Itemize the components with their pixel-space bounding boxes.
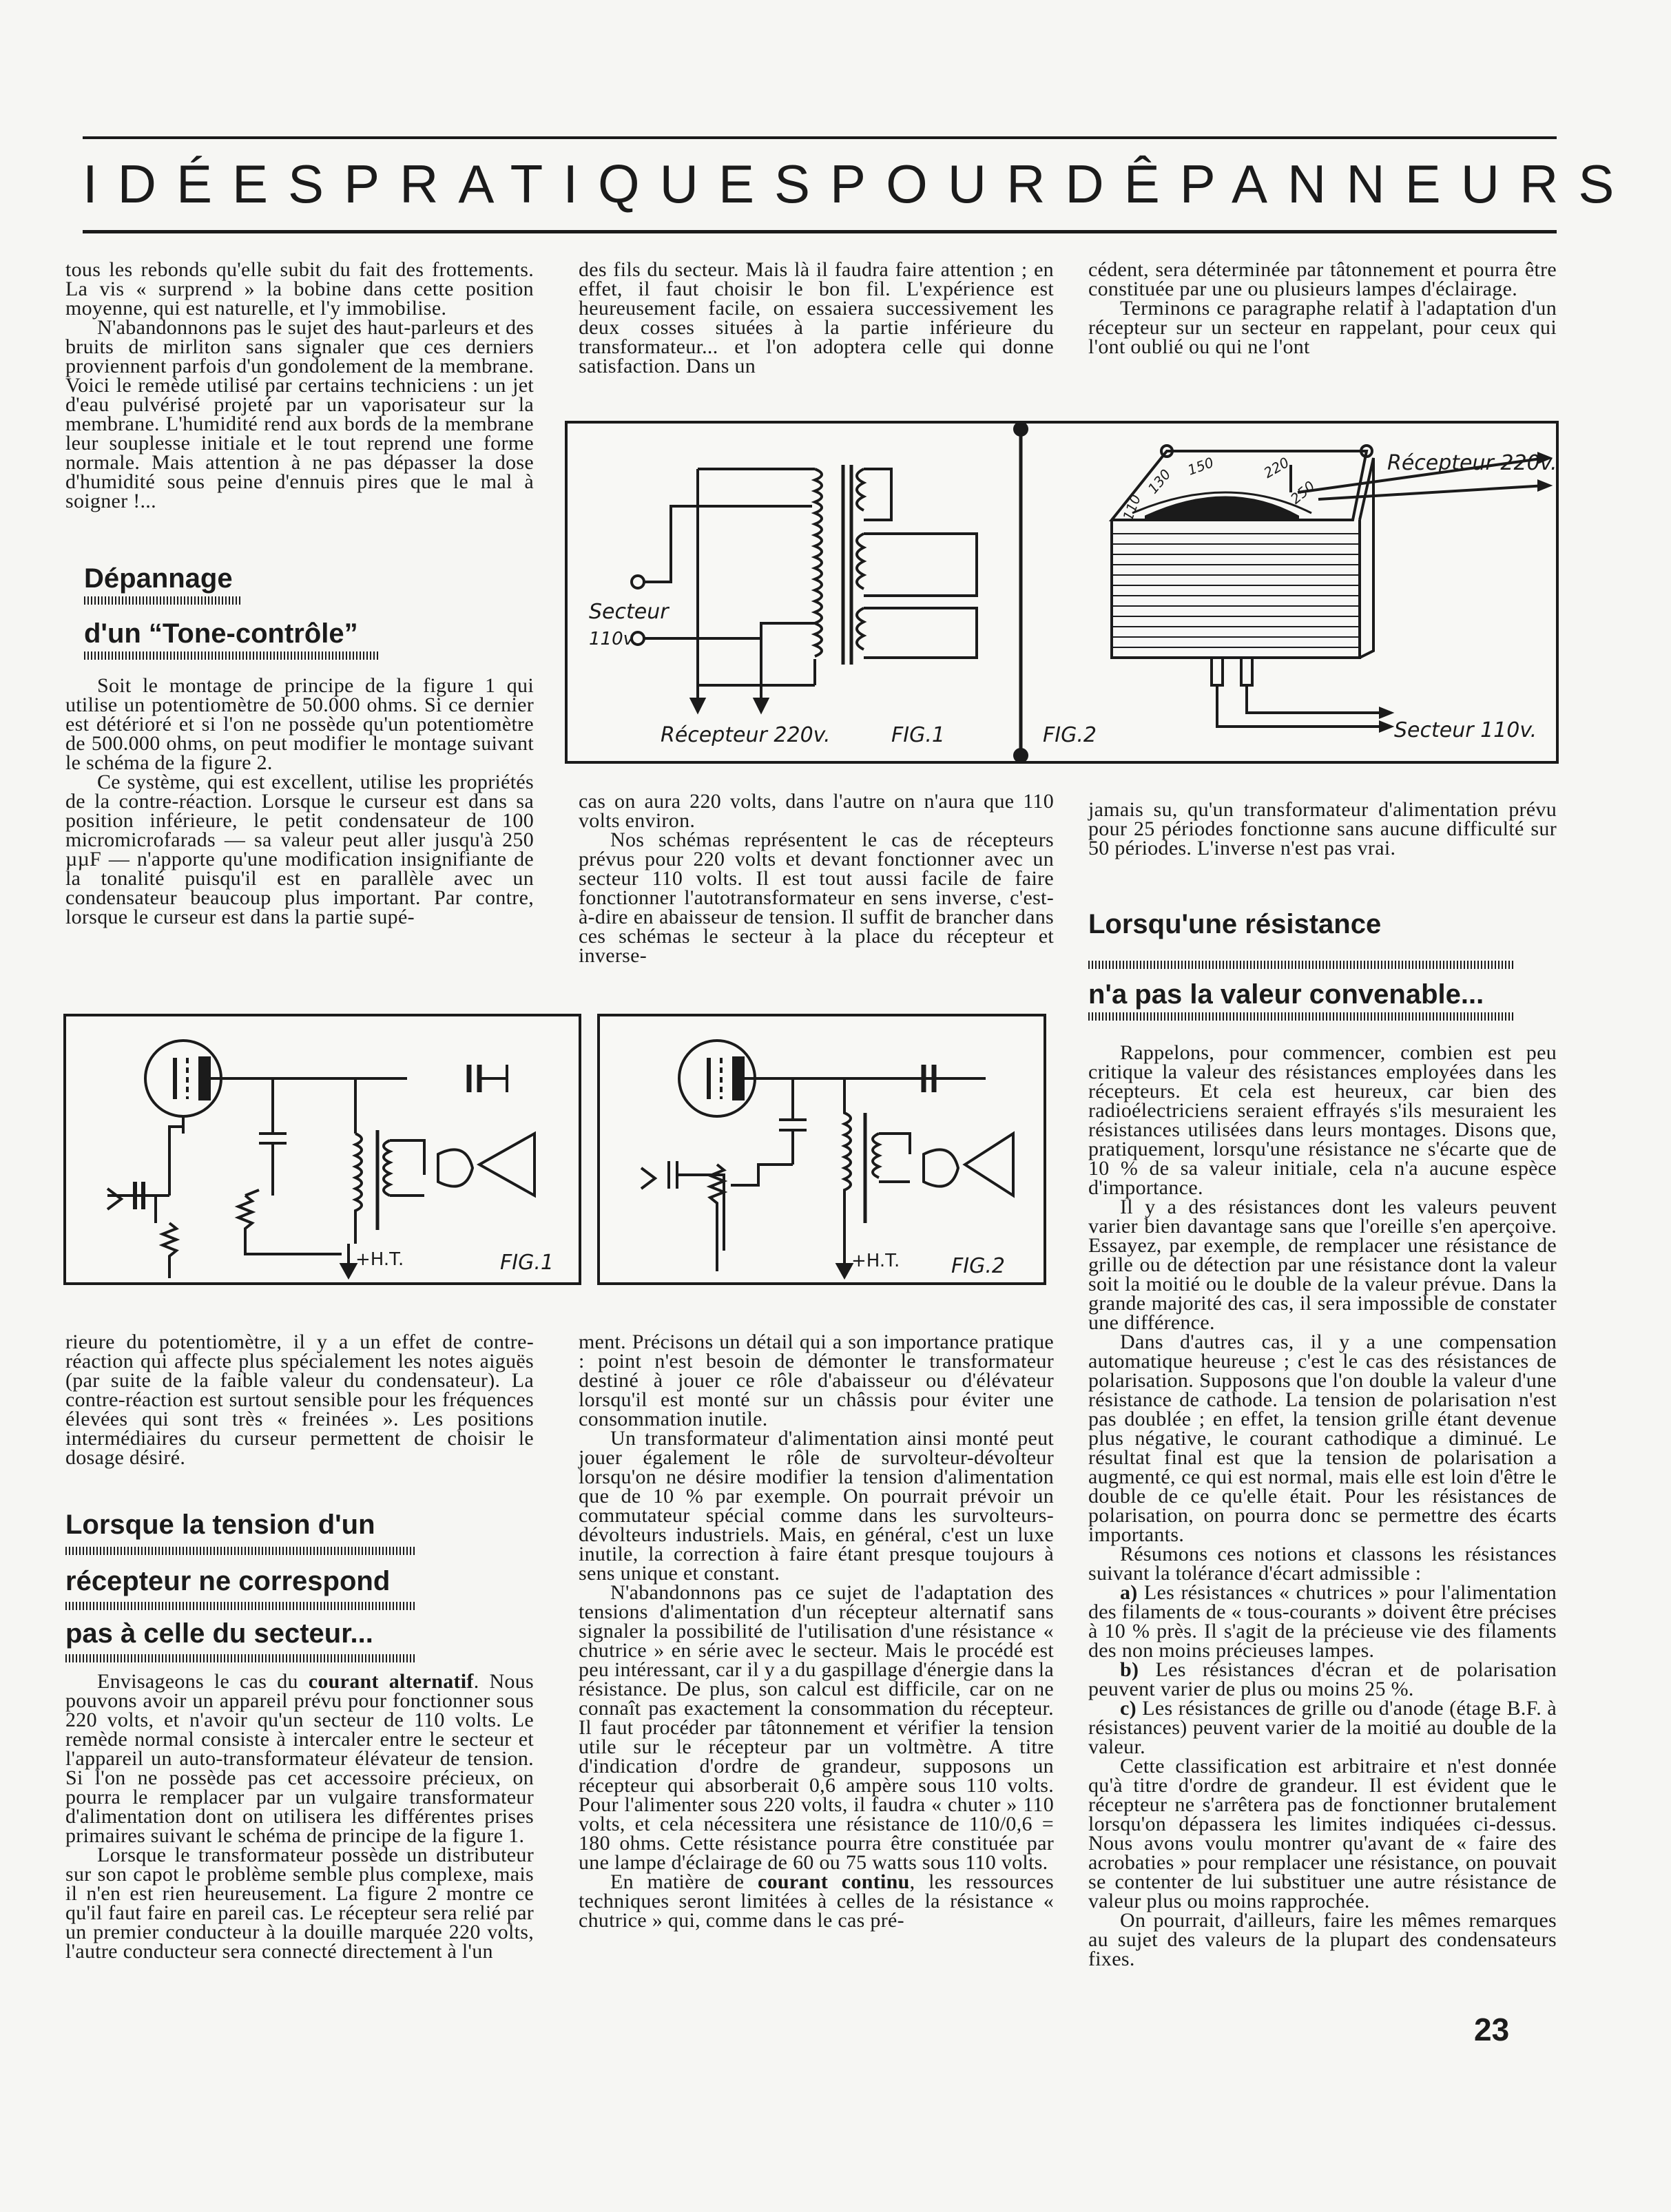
dial-value: 220 xyxy=(1260,454,1292,481)
paragraph: des fils du secteur. Mais là il faudra faire attention ; en effet, il faut choisir le bon fil. L'expérience est heureusement facile, on essaiera successivement les deux cosses situées à la partie inférieure du transformateur... et l'on adoptera celle qui donne satisfaction. Dans un xyxy=(579,258,1054,377)
divider-dot xyxy=(1015,749,1027,761)
dial-value: 110 xyxy=(1119,492,1144,523)
left-column-tone xyxy=(65,676,534,927)
paragraph: Terminons ce paragraphe relatif à l'adaptation d'un récepteur sur un secteur en rappelant, pour ceux qui l'ont oublié ou qui ne l'ont xyxy=(1088,297,1557,358)
left-column-top xyxy=(65,260,534,511)
tone-fig2-caption: FIG.2 xyxy=(951,1254,1005,1278)
paragraph: Un transformateur d'alimentation ainsi monté peut jouer également le rôle de survolteur-dévolteur lorsqu'on ne désire modifier la tension d'alimentation que de 10 % par exemple. On pourrait prévoir un commutateur spécial comme dans les survolteurs-dévolteurs industriels. Mais, en général, c'est un luxe inutile, la correction à faire étant presque toujours à sens unique et constant. xyxy=(579,1427,1054,1585)
list-marker: b) xyxy=(1120,1658,1139,1681)
divider-dot xyxy=(1015,424,1027,435)
fig1-secteur-label: Secteur xyxy=(589,600,669,624)
page-title xyxy=(83,153,1634,216)
right-column-mid xyxy=(1088,800,1557,858)
heading-hatch xyxy=(1088,961,1515,969)
fig1-schematic xyxy=(632,465,977,711)
text: Envisageons le cas du xyxy=(97,1670,309,1693)
middle-column-bottom xyxy=(579,1333,1054,1930)
tone-fig2-schematic xyxy=(600,1016,1044,1282)
paragraph: Résumons ces notions et classons les résistances suivant la tolérance d'écart admissible : xyxy=(1088,1543,1557,1585)
right-column-resistance xyxy=(1088,1043,1557,1969)
paragraph: Lorsque le transformateur possède un distributeur sur son capot le problème semble plus complexe, mais il n'en est rien heureusement. La figure 2 montre ce qu'il faut faire en pareil cas. Le récepteur sera relié par un premier conducteur à la douille marquée 220 volts, l'autre conducteur sera connecté directement à l'un xyxy=(65,1844,534,1963)
tone-fig2-ht-label: +H.T. xyxy=(851,1251,900,1271)
paragraph: ment. Précisons un détail qui a son importance pratique : point n'est besoin de démonter le transformateur destiné à jouer ce rôle d'abaisseur ou d'élévateur lorsqu'il est monté sur un châssis pour éviter une consommation inutile. xyxy=(579,1331,1054,1430)
section-heading-tone-1: Dépannage xyxy=(84,563,233,594)
section-heading-tension-2: récepteur ne correspond xyxy=(65,1566,391,1596)
paragraph: N'abandonnons pas ce sujet de l'adaptation des tensions d'alimentation d'un récepteur alternatif sans signaler la possibilité de l'utilisation d'une résistance « chutrice » en série avec le secteur. Mais le procédé est peu intéressant, car il y a du gaspillage d'énergie dans la résistance. De plus, son calcul est difficile, car on ne connaît pas exactement la consommation du récepteur. Il faut procéder par tâtonnement et vérifier la tension utile sur le récepteur par un voltmètre. A titre d'indication d'ordre de grandeur, supposons un récepteur qui absorberait 0,6 ampère sous 110 volts. Pour l'alimenter sous 220 volts, il faudra « chuter » 110 volts, et cela nécessitera une résistance de 110/0,6 = 180 ohms. Cette résistance pourra être constituée par une lampe d'éclairage de 60 ou 75 watts sous 110 volts. xyxy=(579,1581,1054,1874)
tone-fig1-schematic xyxy=(66,1016,579,1282)
heading-hatch xyxy=(84,596,242,605)
list-item xyxy=(1088,1660,1557,1699)
title-word: IDÉES xyxy=(83,154,344,214)
paragraph xyxy=(65,1672,534,1846)
left-column-bottom xyxy=(65,1333,534,1468)
heading-hatch xyxy=(84,651,380,660)
section-heading-resistance-2: n'a pas la valeur convenable... xyxy=(1088,979,1484,1010)
figure-transformer xyxy=(565,421,1559,764)
right-column-top xyxy=(1088,260,1557,357)
paragraph: jamais su, qu'un transformateur d'alimentation prévu pour 25 périodes fonctionne sans aucune difficulté sur 50 périodes. L'inverse n'est pas vrai. xyxy=(1088,798,1557,859)
paragraph: Rappelons, pour commencer, combien est peu critique la valeur des résistances employées dans les récepteurs. Et cela est heureux, car bien des radioélectriciens seraient effrayés s'ils mesuraient les résistances utilisées dans leurs montages. Disons que, pratiquement, lorsqu'une résistance ne s'écarte que de 10 % de sa valeur initiale, cela n'a aucune espèce d'importance. xyxy=(1088,1041,1557,1199)
list-text: Les résistances « chutrices » pour l'alimentation des filaments de « tous-courants » doivent être précises à 10 % près. Il s'agit de la précieuse vie des filaments des non moins précieuses lampes. xyxy=(1088,1581,1557,1662)
fig2-transformer-drawing xyxy=(1112,446,1549,731)
text: En matière de xyxy=(610,1870,758,1893)
paragraph: rieure du potentiomètre, il y a un effet de contre-réaction qui affecte plus spécialement les notes aiguës (par suite de la faible valeur du condensateur). La contre-réaction est surtout sensible pour les fréquences élevées qui sont très « freinées ». Les positions intermédiaires du curseur permettent de choisir le dosage désiré. xyxy=(65,1331,534,1469)
paragraph: Cette classification est arbitraire et n'est donnée qu'à titre d'ordre de grandeur. Il est évident que le récepteur ne s'arrêtera pas de fonctionner brutalement lorsqu'on dépassera les limites indiquées ci-dessus. Nous avons voulu montrer qu'avant de « faire des acrobaties » pour remplacer une résistance, on pouvait se contenter de lui substituer une autre résistance de valeur plus ou moins rapprochée. xyxy=(1088,1755,1557,1912)
list-marker: c) xyxy=(1120,1697,1137,1720)
title-word: POUR xyxy=(830,154,1066,214)
middle-column-mid xyxy=(579,792,1054,966)
list-text: Les résistances de grille ou d'anode (étage B.F. à résistances) peuvent varier de la moitié au double de la valeur. xyxy=(1088,1697,1557,1758)
title-word: DÊPANNEURS xyxy=(1065,154,1634,214)
fig1-recepteur-label: Récepteur 220v. xyxy=(661,723,831,747)
list-marker: a) xyxy=(1120,1581,1138,1604)
list-item xyxy=(1088,1583,1557,1660)
left-column-tension xyxy=(65,1672,534,1961)
paragraph: Dans d'autres cas, il y a une compensation automatique heureuse ; c'est le cas des résistances de polarisation. Supposons que l'on double la valeur d'une résistance de cathode. La tension de polarisation n'est pas doublée ; en effet, la tension grille étant devenue plus négative, le courant cathodique a diminué. Le résultat final est que la tension de polarisation a augmenté, ce qui est normal, mais elle est loin d'être le double de ce qu'elle était. Pour les résistances de polarisation, on pourra donc se permettre des écarts importants. xyxy=(1088,1331,1557,1546)
figure-tone-control-2 xyxy=(597,1014,1046,1285)
dial-value: 150 xyxy=(1185,454,1216,479)
tone-fig1-ht-label: +H.T. xyxy=(355,1249,404,1270)
section-heading-resistance-1: Lorsqu'une résistance xyxy=(1088,909,1382,939)
dial-value: 130 xyxy=(1144,466,1174,497)
fig1-volts-label: 110v. xyxy=(589,629,639,649)
list-text: Les résistances d'écran et de polarisation peuvent varier de plus ou moins 25 %. xyxy=(1088,1658,1557,1700)
section-heading-tension-3: pas à celle du secteur... xyxy=(65,1618,373,1649)
heading-hatch xyxy=(65,1547,417,1555)
text: . Nous pouvons avoir un appareil prévu pour fonctionner sous 220 volts, et n'avoir qu'un secteur de 110 volts. Le remède normal consiste à intercaler entre le secteur et l'appareil un auto-transformateur élévateur de tension. Si l'on ne possède pas cet accessoire précieux, on pourra le remplacer par un vulgaire transformateur d'alimentation dont on utilisera les différentes prises primaires suivant le schéma de principe de la figure 1. xyxy=(65,1670,534,1847)
fig2-secteur-label: Secteur 110v. xyxy=(1394,718,1537,742)
paragraph: On pourrait, d'ailleurs, faire les mêmes remarques au sujet des valeurs de la plupart des condensateurs fixes. xyxy=(1088,1909,1557,1970)
text: , les ressources techniques seront limitées à celles de la résistance « chutrice » qui, comme dans le cas pré- xyxy=(579,1870,1054,1932)
paragraph: cédent, sera déterminée par tâtonnement et pourra être constituée par une ou plusieurs lampes d'éclairage. xyxy=(1088,258,1557,300)
fig2-recepteur-label: Récepteur 220v. xyxy=(1387,451,1557,475)
heading-hatch xyxy=(65,1654,417,1662)
paragraph: Ce système, qui est excellent, utilise les propriétés de la contre-réaction. Lorsque le curseur est dans sa position inférieure, le petit condensateur de 100 micromicrofarads — sa valeur peut aller jusqu'à 250 µµF — n'apporte qu'une modification insignifiante de la tonalité puisqu'il est en parallèle avec un condensateur beaucoup plus important. Par contre, lorsque le curseur est dans la partie supé- xyxy=(65,771,534,928)
paragraph: cas on aura 220 volts, dans l'autre on n'aura que 110 volts environ. xyxy=(579,790,1054,832)
header-rule-top xyxy=(83,136,1557,139)
section-heading-tone-2: d'un “Tone-contrôle” xyxy=(84,618,358,649)
paragraph: Nos schémas représentent le cas de récepteurs prévus pour 220 volts et devant fonctionner avec un secteur 110 volts. Il est tout aussi facile de faire fonctionner l'autotransformateur en sens inverse, c'est-à-dire en abaisseur de tension. Il suffit de brancher dans ces schémas le secteur à la place du récepteur et inverse- xyxy=(579,828,1054,967)
middle-column-top xyxy=(579,260,1054,376)
section-heading-tension-1: Lorsque la tension d'un xyxy=(65,1510,375,1540)
fig2-caption: FIG.2 xyxy=(1043,723,1097,747)
dial-value: 250 xyxy=(1287,477,1318,508)
figure-tone-control-1 xyxy=(63,1014,581,1285)
paragraph: Il y a des résistances dont les valeurs peuvent varier bien davantage sans que l'oreille s'en aperçoive. Essayez, par exemple, de remplacer une résistance de grille ou de détection par une résistance dont la valeur soit la moitié ou le double de la valeur prévue. Dans la grande majorité des cas, il sera impossible de constater une différence. xyxy=(1088,1196,1557,1334)
paragraph: Soit le montage de principe de la figure 1 qui utilise un potentiomètre de 50.000 ohms. Si ce dernier est détérioré et si l'on ne possède qu'un potentiomètre de 500.000 ohms, on peut modifier le montage suivant le schéma de la figure 2. xyxy=(65,674,534,774)
heading-hatch xyxy=(65,1602,417,1610)
list-item xyxy=(1088,1699,1557,1757)
heading-hatch xyxy=(1088,1012,1515,1021)
paragraph: N'abandonnons pas le sujet des haut-parleurs et des bruits de mirliton sans signaler que ces derniers proviennent parfois d'un gondolement de la membrane. Voici le remède utilisé par certains techniciens : un jet d'eau pulvérisé projeté par un vaporisateur sur la membrane. L'humidité rend aux bords de la membrane leur souplesse initiale et le tout reprend une forme normale. Mais attention à ne pas dépasser la dose d'humidité sous peine d'ennuis pires que le mal à soigner !... xyxy=(65,316,534,512)
bold-text: courant alternatif xyxy=(308,1670,474,1693)
tone-fig1-caption: FIG.1 xyxy=(500,1251,554,1275)
bold-text: courant continu xyxy=(758,1870,910,1893)
title-word: PRATIQUES xyxy=(344,154,831,214)
paragraph xyxy=(579,1872,1054,1930)
page-number: 23 xyxy=(1474,2012,1510,2047)
fig1-caption: FIG.1 xyxy=(891,723,945,747)
paragraph: tous les rebonds qu'elle subit du fait des frottements. La vis « surprend » la bobine dans cette position moyenne, qui est naturelle, et l'y immobilise. xyxy=(65,258,534,320)
header-rule-bottom xyxy=(83,230,1557,233)
